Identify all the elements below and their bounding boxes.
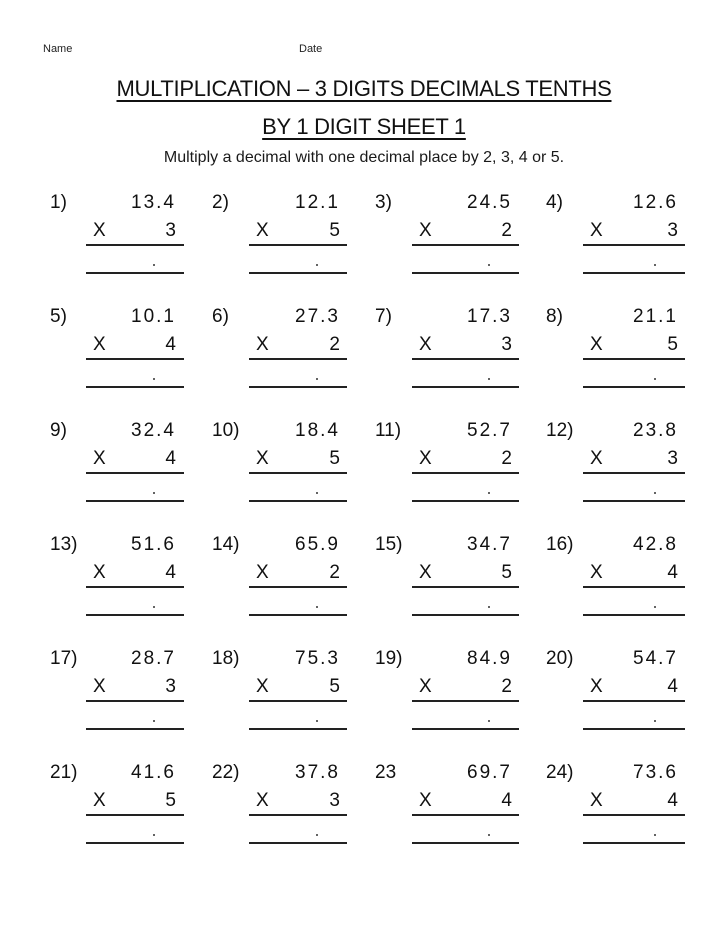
multiplication-rule — [412, 814, 519, 816]
multiplier: 5 — [667, 334, 678, 355]
problem-number: 17) — [50, 648, 78, 669]
multiplicand: 23.8 — [633, 420, 678, 441]
answer-blank[interactable] — [412, 386, 519, 388]
answer-blank[interactable] — [412, 728, 519, 730]
answer-decimal-point — [654, 264, 656, 266]
answer-blank[interactable] — [583, 728, 685, 730]
date-label: Date — [299, 43, 323, 55]
times-sign: X — [93, 676, 106, 697]
multiplier: 5 — [165, 790, 176, 811]
multiplication-rule — [86, 358, 184, 360]
answer-decimal-point — [488, 606, 490, 608]
answer-decimal-point — [153, 492, 155, 494]
times-sign: X — [419, 448, 432, 469]
problem-number: 13) — [50, 534, 78, 555]
answer-blank[interactable] — [249, 842, 347, 844]
problem-number: 22) — [212, 762, 240, 783]
multiplication-rule — [249, 700, 347, 702]
multiplication-rule — [583, 472, 685, 474]
multiplier: 3 — [501, 334, 512, 355]
multiplicand: 10.1 — [131, 306, 176, 327]
answer-blank[interactable] — [583, 386, 685, 388]
answer-decimal-point — [654, 606, 656, 608]
times-sign: X — [93, 334, 106, 355]
answer-decimal-point — [488, 834, 490, 836]
multiplication-rule — [249, 244, 347, 246]
problem-number: 5) — [50, 306, 67, 327]
multiplication-rule — [249, 358, 347, 360]
multiplication-rule — [412, 700, 519, 702]
answer-blank[interactable] — [86, 386, 184, 388]
answer-blank[interactable] — [583, 272, 685, 274]
times-sign: X — [93, 448, 106, 469]
times-sign: X — [419, 676, 432, 697]
multiplication-rule — [583, 700, 685, 702]
multiplier: 5 — [329, 448, 340, 469]
answer-blank[interactable] — [412, 842, 519, 844]
times-sign: X — [590, 334, 603, 355]
problem-number: 16) — [546, 534, 574, 555]
times-sign: X — [590, 676, 603, 697]
worksheet-title-line1: MULTIPLICATION – 3 DIGITS DECIMALS TENTHS — [116, 76, 612, 101]
multiplication-rule — [86, 814, 184, 816]
answer-decimal-point — [153, 264, 155, 266]
multiplier: 5 — [329, 676, 340, 697]
multiplication-rule — [583, 814, 685, 816]
problem-number: 12) — [546, 420, 574, 441]
multiplier: 4 — [667, 790, 678, 811]
multiplication-rule — [412, 586, 519, 588]
multiplier: 2 — [501, 220, 512, 241]
answer-decimal-point — [654, 378, 656, 380]
multiplicand: 12.1 — [295, 192, 340, 213]
multiplication-rule — [86, 244, 184, 246]
answer-decimal-point — [316, 264, 318, 266]
answer-decimal-point — [153, 378, 155, 380]
times-sign: X — [256, 676, 269, 697]
multiplier: 2 — [501, 448, 512, 469]
problem-number: 1) — [50, 192, 67, 213]
multiplicand: 32.4 — [131, 420, 176, 441]
multiplier: 5 — [329, 220, 340, 241]
times-sign: X — [419, 562, 432, 583]
times-sign: X — [590, 562, 603, 583]
problem-number: 20) — [546, 648, 574, 669]
answer-decimal-point — [316, 834, 318, 836]
answer-decimal-point — [488, 264, 490, 266]
multiplicand: 65.9 — [295, 534, 340, 555]
multiplier: 2 — [329, 334, 340, 355]
problem-number: 19) — [375, 648, 403, 669]
multiplier: 4 — [165, 562, 176, 583]
multiplication-rule — [249, 814, 347, 816]
answer-decimal-point — [153, 606, 155, 608]
multiplication-rule — [249, 472, 347, 474]
times-sign: X — [256, 220, 269, 241]
times-sign: X — [590, 790, 603, 811]
answer-blank[interactable] — [249, 728, 347, 730]
multiplier: 4 — [667, 562, 678, 583]
name-label: Name — [43, 43, 73, 55]
multiplication-rule — [412, 472, 519, 474]
answer-blank[interactable] — [583, 842, 685, 844]
times-sign: X — [93, 790, 106, 811]
answer-blank[interactable] — [249, 614, 347, 616]
problem-number: 3) — [375, 192, 392, 213]
answer-decimal-point — [316, 378, 318, 380]
multiplier: 3 — [329, 790, 340, 811]
multiplicand: 54.7 — [633, 648, 678, 669]
multiplicand: 37.8 — [295, 762, 340, 783]
answer-decimal-point — [654, 720, 656, 722]
multiplication-rule — [86, 700, 184, 702]
multiplicand: 75.3 — [295, 648, 340, 669]
answer-decimal-point — [654, 492, 656, 494]
multiplicand: 69.7 — [467, 762, 512, 783]
answer-decimal-point — [488, 720, 490, 722]
multiplicand: 18.4 — [295, 420, 340, 441]
times-sign: X — [419, 790, 432, 811]
multiplicand: 51.6 — [131, 534, 176, 555]
multiplicand: 13.4 — [131, 192, 176, 213]
problem-number: 21) — [50, 762, 78, 783]
multiplicand: 27.3 — [295, 306, 340, 327]
problem-number: 6) — [212, 306, 229, 327]
multiplier: 2 — [501, 676, 512, 697]
multiplicand: 41.6 — [131, 762, 176, 783]
times-sign: X — [93, 562, 106, 583]
problem-number: 11) — [375, 420, 402, 441]
multiplicand: 34.7 — [467, 534, 512, 555]
times-sign: X — [419, 220, 432, 241]
multiplier: 2 — [329, 562, 340, 583]
answer-decimal-point — [316, 720, 318, 722]
times-sign: X — [256, 562, 269, 583]
answer-blank[interactable] — [86, 614, 184, 616]
multiplicand: 42.8 — [633, 534, 678, 555]
answer-decimal-point — [316, 492, 318, 494]
multiplication-rule — [412, 358, 519, 360]
problem-number: 9) — [50, 420, 67, 441]
problem-number: 2) — [212, 192, 229, 213]
multiplier: 4 — [165, 334, 176, 355]
answer-blank[interactable] — [86, 728, 184, 730]
multiplier: 5 — [501, 562, 512, 583]
answer-blank[interactable] — [583, 614, 685, 616]
multiplier: 3 — [165, 220, 176, 241]
problem-number: 15) — [375, 534, 403, 555]
times-sign: X — [419, 334, 432, 355]
answer-decimal-point — [654, 834, 656, 836]
multiplicand: 84.9 — [467, 648, 512, 669]
multiplicand: 21.1 — [633, 306, 678, 327]
problem-number: 23 — [375, 762, 397, 783]
answer-decimal-point — [488, 492, 490, 494]
multiplicand: 17.3 — [467, 306, 512, 327]
multiplier: 4 — [165, 448, 176, 469]
multiplier: 4 — [501, 790, 512, 811]
answer-blank[interactable] — [412, 272, 519, 274]
times-sign: X — [256, 448, 269, 469]
multiplier: 3 — [165, 676, 176, 697]
multiplication-rule — [86, 472, 184, 474]
problem-number: 7) — [375, 306, 392, 327]
worksheet-title-line2: BY 1 DIGIT SHEET 1 — [262, 114, 466, 139]
multiplication-rule — [583, 244, 685, 246]
answer-decimal-point — [153, 834, 155, 836]
multiplication-rule — [412, 244, 519, 246]
answer-decimal-point — [488, 378, 490, 380]
answer-blank[interactable] — [583, 500, 685, 502]
answer-decimal-point — [316, 606, 318, 608]
times-sign: X — [590, 448, 603, 469]
problem-number: 8) — [546, 306, 563, 327]
answer-blank[interactable] — [86, 842, 184, 844]
problem-number: 24) — [546, 762, 574, 783]
multiplicand: 52.7 — [467, 420, 512, 441]
answer-blank[interactable] — [249, 500, 347, 502]
multiplier: 4 — [667, 676, 678, 697]
answer-blank[interactable] — [86, 272, 184, 274]
multiplicand: 73.6 — [633, 762, 678, 783]
problem-number: 10) — [212, 420, 240, 441]
multiplication-rule — [86, 586, 184, 588]
answer-decimal-point — [153, 720, 155, 722]
answer-blank[interactable] — [249, 272, 347, 274]
problem-number: 14) — [212, 534, 240, 555]
answer-blank[interactable] — [249, 386, 347, 388]
times-sign: X — [590, 220, 603, 241]
multiplication-rule — [583, 586, 685, 588]
times-sign: X — [93, 220, 106, 241]
multiplier: 3 — [667, 220, 678, 241]
problem-number: 18) — [212, 648, 240, 669]
multiplier: 3 — [667, 448, 678, 469]
worksheet-instructions: Multiply a decimal with one decimal place by 2, 3, 4 or 5. — [163, 149, 565, 166]
answer-blank[interactable] — [412, 500, 519, 502]
answer-blank[interactable] — [412, 614, 519, 616]
times-sign: X — [256, 790, 269, 811]
multiplication-rule — [583, 358, 685, 360]
multiplicand: 28.7 — [131, 648, 176, 669]
problem-number: 4) — [546, 192, 563, 213]
times-sign: X — [256, 334, 269, 355]
multiplicand: 12.6 — [633, 192, 678, 213]
multiplication-rule — [249, 586, 347, 588]
answer-blank[interactable] — [86, 500, 184, 502]
multiplicand: 24.5 — [467, 192, 512, 213]
